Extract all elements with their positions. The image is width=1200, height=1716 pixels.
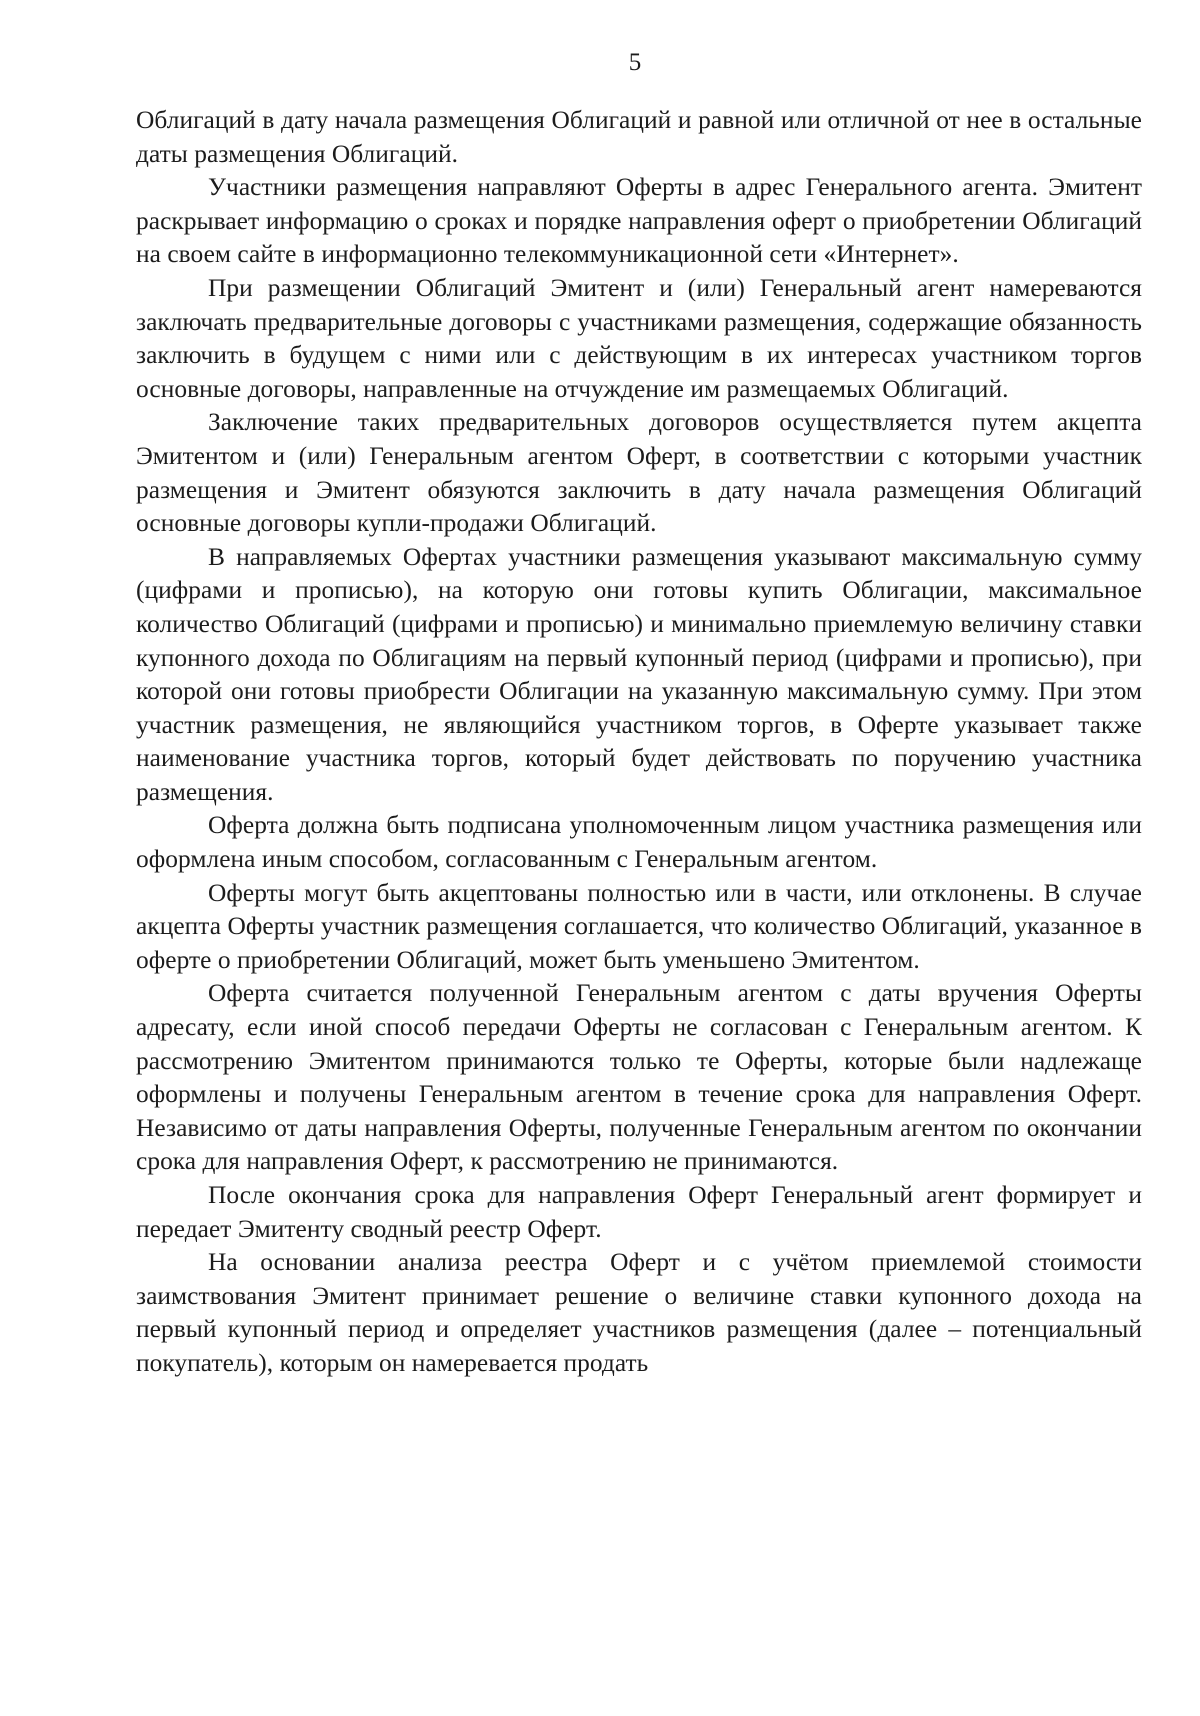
paragraph-8: Оферта считается полученной Генеральным агентом с даты вручения Оферты адресату, если иной способ передачи Оферты не согласован с Генеральным агентом. К рассмотрению Эмитентом принимаются только те Оферты, которые были надлежаще оформлены и получены Генеральным агентом в течение срока для направления Оферт. Независимо от даты направления Оферты, полученные Генеральным агентом по окончании срока для направления Оферт, к рассмотрению не принимаются. [136, 979, 1142, 1176]
paragraph-3: При размещении Облигаций Эмитент и (или) Генеральный агент намереваются заключать предварительные договоры с участниками размещения, содержащие обязанность заключить в будущем с ними или с действующим в их интересах участником торгов основные договоры, направленные на отчуждение им размещаемых Облигаций. [136, 273, 1142, 403]
paragraph-7: Оферты могут быть акцептованы полностью или в части, или отклонены. В случае акцепта Оферты участник размещения соглашается, что количество Облигаций, указанное в оферте о приобретении Облигаций, может быть уменьшено Эмитентом. [136, 878, 1142, 974]
document-body [136, 104, 1142, 1381]
paragraph-10: На основании анализа реестра Оферт и с учётом приемлемой стоимости заимствования Эмитент принимает решение о величине ставки купонного дохода на первый купонный период и определяет участников размещения (далее – потенциальный покупатель), которым он намеревается продать [136, 1248, 1142, 1377]
paragraph-2: Участники размещения направляют Оферты в адрес Генерального агента. Эмитент раскрывает информацию о сроках и порядке направления оферт о приобретении Облигаций на своем сайте в информационно телекоммуникационной сети «Интернет». [136, 173, 1142, 269]
page-number: 5 [628, 49, 642, 76]
paragraph-5: В направляемых Офертах участники размещения указывают максимальную сумму (цифрами и прописью), на которую они готовы купить Облигации, максимальное количество Облигаций (цифрами и прописью) и минимально приемлемую величину ставки купонного дохода по Облигациям на первый купонный период (цифрами и прописью), при которой они готовы приобрести Облигации на указанную максимальную сумму. При этом участник размещения, не являющийся участником торгов, в Оферте указывает также наименование участника торгов, который будет действовать по поручению участника размещения. [136, 542, 1142, 806]
paragraph-1: Облигаций в дату начала размещения Облигаций и равной или отличной от нее в остальные даты размещения Облигаций. [136, 106, 1142, 168]
paragraph-9: После окончания срока для направления Оферт Генеральный агент формирует и передает Эмитенту сводный реестр Оферт. [136, 1181, 1142, 1243]
paragraph-4: Заключение таких предварительных договоров осуществляется путем акцепта Эмитентом и (или) Генеральным агентом Оферт, в соответствии с которыми участник размещения и Эмитент обязуются заключить в дату начала размещения Облигаций основные договоры купли-продажи Облигаций. [136, 408, 1142, 538]
paragraph-6: Оферта должна быть подписана уполномоченным лицом участника размещения или оформлена иным способом, согласованным с Генеральным агентом. [136, 811, 1142, 874]
